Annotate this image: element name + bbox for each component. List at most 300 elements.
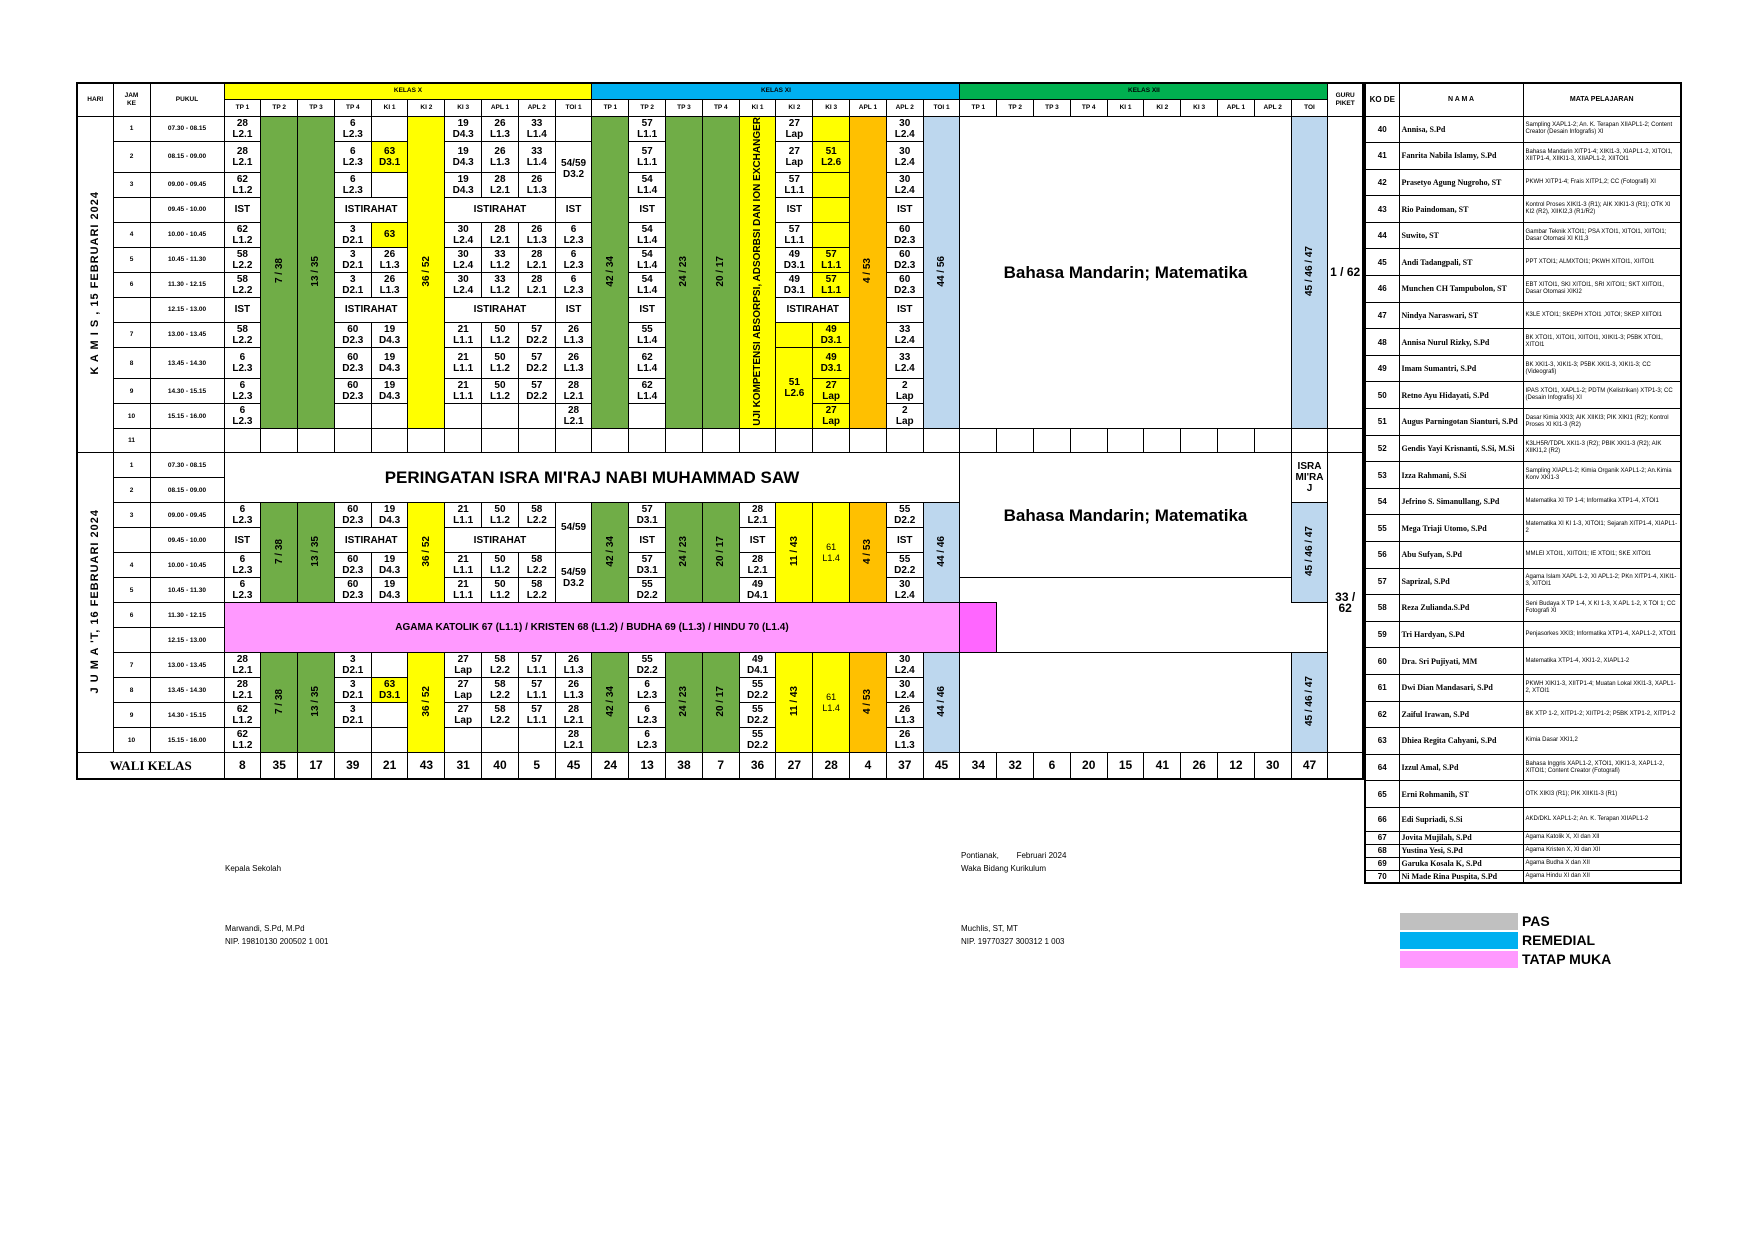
header-pukul: PUKUL — [150, 83, 224, 116]
waka-name: Muchlis, ST, MT — [961, 924, 1018, 933]
ist-cell: IST — [886, 297, 923, 322]
teacher-row — [1365, 355, 1681, 382]
teacher-row — [1365, 844, 1681, 857]
vertical-label: 36 / 52 — [420, 535, 432, 567]
teacher-nama: Reza Zulianda.S.Pd — [1399, 595, 1523, 622]
schedule-cell: 26 L1.3 — [886, 703, 923, 728]
header-col: KI 2 — [408, 99, 445, 116]
schedule-cell — [813, 197, 850, 222]
istirahat-cell: ISTIRAHAT — [334, 297, 408, 322]
teacher-row — [1365, 435, 1681, 462]
teacher-kode: 40 — [1365, 116, 1399, 143]
schedule-cell: 57 L1.1 — [518, 678, 555, 703]
schedule-cell: 50 L1.2 — [482, 578, 519, 603]
istirahat-cell: ISTIRAHAT — [334, 197, 408, 222]
teacher-kode: 70 — [1365, 870, 1399, 883]
merged-xi-tp4 — [702, 503, 739, 603]
ist-cell: IST — [224, 297, 261, 322]
legend-label-pas: PAS — [1522, 913, 1550, 929]
schedule-cell — [923, 429, 960, 453]
schedule-cell: 57 L1.1 — [776, 222, 813, 247]
schedule-cell: 27 Lap — [776, 116, 813, 141]
schedule-cell: 6 L2.3 — [334, 172, 371, 197]
schedule-cell — [482, 429, 519, 453]
schedule-cell — [776, 322, 813, 347]
teacher-kode: 69 — [1365, 857, 1399, 870]
teacher-mapel: PKWH XIKI1-3, XIITP1-4; Muatan Lokal XKI1-3, XAPL1-2, XTOI1 — [1523, 674, 1681, 701]
pukul: 07.30 - 08.15 — [150, 453, 224, 478]
teacher-kode: 55 — [1365, 515, 1399, 542]
teacher-nama: Nindya Naraswari, ST — [1399, 302, 1523, 329]
teacher-nama: Rio Paindoman, ST — [1399, 196, 1523, 223]
schedule-cell — [555, 116, 592, 141]
teacher-kode: 45 — [1365, 249, 1399, 276]
teacher-nama: Suwito, ST — [1399, 222, 1523, 249]
merged-xi-toi1 — [923, 116, 960, 429]
teacher-mapel: Agama Hindu XI dan XII — [1523, 870, 1681, 883]
schedule-cell — [445, 728, 482, 753]
schedule-cell: 28 L2.1 — [224, 116, 261, 141]
schedule-cell: 50 L1.2 — [482, 379, 519, 404]
schedule-cell: 19 D4.3 — [371, 379, 408, 404]
pukul: 12.15 - 13.00 — [150, 628, 224, 653]
pukul: 15.15 - 16.00 — [150, 728, 224, 753]
header-col: TOI 1 — [923, 99, 960, 116]
schedule-cell: 21 L1.1 — [445, 379, 482, 404]
schedule-cell: 28 L2.1 — [555, 404, 592, 429]
schedule-cell: 28 L2.1 — [739, 503, 776, 528]
schedule-cell: 26 L1.3 — [518, 172, 555, 197]
header-hari: HARI — [77, 83, 113, 116]
teacher-row — [1365, 329, 1681, 356]
schedule-cell: 62 L1.4 — [629, 347, 666, 378]
teacher-row — [1365, 648, 1681, 675]
pukul: 09.45 - 10.00 — [150, 528, 224, 553]
teacher-kode: 66 — [1365, 807, 1399, 831]
teacher-mapel: Matematika XI TP 1-4; Informatika XTP1-4, XTOI1 — [1523, 488, 1681, 515]
agama-banner: AGAMA KATOLIK 67 (L1.1) / KRISTEN 68 (L1.2) / BUDHA 69 (L1.3) / HINDU 70 (L1.4) — [224, 603, 960, 653]
teacher-kode: 63 — [1365, 728, 1399, 755]
schedule-cell: 58 L2.2 — [224, 247, 261, 272]
ist-cell: IST — [629, 197, 666, 222]
schedule-cell — [482, 404, 519, 429]
schedule-cell — [261, 429, 298, 453]
header-col: APL 1 — [482, 99, 519, 116]
header-col: APL 2 — [518, 99, 555, 116]
schedule-cell: 30 L2.4 — [886, 172, 923, 197]
wali-kelas-value: 38 — [666, 753, 703, 779]
teacher-mapel: BK XTOI1, XITOI1, XIITOI1, XIIKI1-3; P5BK XTOI1, XITOI1 — [1523, 329, 1681, 356]
teacher-mapel: Bahasa Mandarin XITP1-4; XIKI1-3, XIAPL1-2, XITOI1, XIITP1-4, XIIKI1-3, XIIAPL1-2, XIITOI1 — [1523, 143, 1681, 170]
schedule-cell — [371, 728, 408, 753]
schedule-cell: 55 D2.2 — [629, 578, 666, 603]
day-friday — [77, 453, 113, 753]
teacher-nama: Garuka Kosala K, S.Pd — [1399, 857, 1523, 870]
jam-ke: 8 — [113, 678, 150, 703]
teacher-mapel: Kimia Dasar XKI1,2 — [1523, 728, 1681, 755]
schedule-cell — [518, 429, 555, 453]
schedule-cell: 57 D2.2 — [518, 347, 555, 378]
schedule-cell: 54 L1.4 — [629, 222, 666, 247]
header-col: KI 1 — [1107, 99, 1144, 116]
merged-xi-toi1 — [923, 653, 960, 753]
wali-kelas-value: 17 — [298, 753, 335, 779]
schedule-cell: 49 D4.1 — [739, 653, 776, 678]
wali-kelas-value: 35 — [261, 753, 298, 779]
schedule-cell: 33 L2.4 — [886, 322, 923, 347]
schedule-cell — [371, 116, 408, 141]
schedule-cell: 58 L2.2 — [482, 703, 519, 728]
teacher-row — [1365, 568, 1681, 595]
header-ke-label: KE — [126, 99, 137, 107]
teacher-nama: Saprizal, S.Pd — [1399, 568, 1523, 595]
schedule-cell: 2 Lap — [886, 404, 923, 429]
schedule-cell: 6 L2.3 — [224, 503, 261, 528]
jam-ke: 6 — [113, 272, 150, 297]
teacher-kode: 60 — [1365, 648, 1399, 675]
pukul: 08.15 - 09.00 — [150, 478, 224, 503]
schedule-cell: 30 L2.4 — [445, 247, 482, 272]
schedule-cell: 28 L2.1 — [224, 678, 261, 703]
schedule-cell: 58 L2.2 — [518, 553, 555, 578]
wali-kelas-value: 30 — [1254, 753, 1291, 779]
teacher-kode: 53 — [1365, 462, 1399, 489]
vertical-label: 36 / 52 — [420, 685, 432, 717]
schedule-cell: 27 Lap — [813, 379, 850, 404]
schedule-cell: 6 L2.3 — [334, 116, 371, 141]
schedule-cell: 62 L1.2 — [224, 222, 261, 247]
ist-cell: IST — [629, 297, 666, 322]
header-col: TP 3 — [666, 99, 703, 116]
merged-xi-toi1 — [923, 503, 960, 603]
merged-xi-tp3 — [666, 503, 703, 603]
schedule-cell: 51 L2.6 — [776, 347, 813, 428]
header-col: TP 3 — [298, 99, 335, 116]
teacher-nama: Jefrino S. Simanullang, S.Pd — [1399, 488, 1523, 515]
isra-miraj-banner: PERINGATAN ISRA MI'RAJ NABI MUHAMMAD SAW — [224, 453, 960, 503]
schedule-cell: 57 D3.1 — [629, 503, 666, 528]
merged-x-tp2 — [261, 653, 298, 753]
vertical-label: 13 / 35 — [310, 255, 322, 287]
schedule-cell: 60 D2.3 — [334, 578, 371, 603]
jam-ke: 9 — [113, 703, 150, 728]
schedule-cell: 50 L1.2 — [482, 347, 519, 378]
header-piket-label: PIKET — [1335, 99, 1355, 107]
teacher-nama: Abu Sufyan, S.Pd — [1399, 542, 1523, 569]
header-jam — [113, 83, 150, 116]
merged-xii-toi — [1291, 503, 1328, 603]
schedule-cell — [850, 429, 887, 453]
teacher-row — [1365, 674, 1681, 701]
schedule-cell: 49 D4.1 — [739, 578, 776, 603]
header-col: KI 1 — [739, 99, 776, 116]
schedule-cell: 62 L1.2 — [224, 703, 261, 728]
schedule-cell: 62 L1.4 — [629, 379, 666, 404]
jam-ke: 5 — [113, 578, 150, 603]
schedule-cell — [482, 728, 519, 753]
schedule-cell: 21 L1.1 — [445, 578, 482, 603]
vertical-label: 36 / 52 — [420, 255, 432, 287]
schedule-cell: 49 D3.1 — [813, 347, 850, 378]
ist-cell: IST — [555, 297, 592, 322]
schedule-cell: 19 D4.3 — [445, 116, 482, 141]
pukul: 11.30 - 12.15 — [150, 603, 224, 628]
schedule-cell — [813, 222, 850, 247]
schedule-cell: 60 D2.3 — [886, 247, 923, 272]
teacher-kode: 44 — [1365, 222, 1399, 249]
schedule-cell: 33 L1.2 — [482, 272, 519, 297]
wali-kelas-value: 31 — [445, 753, 482, 779]
ist-cell: IST — [224, 197, 261, 222]
schedule-cell — [886, 429, 923, 453]
vertical-label: 7 / 38 — [273, 538, 285, 564]
teacher-nama: Dwi Dian Mandasari, S.Pd — [1399, 674, 1523, 701]
vertical-label: 4 / 53 — [862, 688, 874, 714]
schedule-cell — [666, 429, 703, 453]
schedule-cell: 27 Lap — [445, 653, 482, 678]
teacher-mapel: IPAS XTOI1, XAPL1-2; PDTM (Kelistrikan) XTP1-3; CC (Desain Infografis) XI — [1523, 382, 1681, 409]
teacher-mapel: Matematika XI KI 1-3, XITOI1; Sejarah XITP1-4, XIAPL1-2 — [1523, 515, 1681, 542]
teacher-mapel: K3LH5R/TDPL XKI1-3 (R2); PBIK XKI1-3 (R2); AIK XIIKI1,2 (R2) — [1523, 435, 1681, 462]
header-guru-piket — [1328, 83, 1363, 116]
wali-kelas-label: WALI KELAS — [77, 753, 224, 779]
pukul: 14.30 - 15.15 — [150, 703, 224, 728]
schedule-cell: 6 L2.3 — [224, 347, 261, 378]
merged-xi-tp4 — [702, 116, 739, 429]
schedule-cell: 33 L1.4 — [518, 116, 555, 141]
vertical-label: 45 / 46 / 47 — [1304, 676, 1315, 727]
schedule-cell: 55 D2.2 — [629, 653, 666, 678]
teacher-mapel: Agama Katolik X, XI dan XII — [1523, 831, 1681, 844]
schedule-cell: 54 L1.4 — [629, 247, 666, 272]
pukul: 08.15 - 09.00 — [150, 141, 224, 172]
teacher-nama: Jovita Mujilah, S.Pd — [1399, 831, 1523, 844]
teacher-kode: 61 — [1365, 674, 1399, 701]
schedule-cell — [371, 404, 408, 429]
teacher-mapel: MMLEI XTOI1, XIITOI1; IE XTOI1; SKE XITOI1 — [1523, 542, 1681, 569]
header-col: TP 1 — [224, 99, 261, 116]
jam-ke: 8 — [113, 347, 150, 378]
schedule-cell — [1328, 429, 1363, 453]
teacher-nama: Imam Sumantri, S.Pd — [1399, 355, 1523, 382]
jam-ke: 4 — [113, 222, 150, 247]
wali-kelas-value: 28 — [813, 753, 850, 779]
merged-xii-toi — [1291, 116, 1328, 429]
schedule-cell — [776, 429, 813, 453]
schedule-table — [76, 82, 1364, 780]
merged-xi-tp1 — [592, 653, 629, 753]
schedule-cell: 6 L2.3 — [334, 141, 371, 172]
jam-ke — [113, 297, 150, 322]
schedule-cell: 60 D2.3 — [334, 553, 371, 578]
teacher-header-kode: KO DE — [1365, 83, 1399, 116]
pukul: 10.00 - 10.45 — [150, 553, 224, 578]
teacher-mapel: Agama Budha X dan XII — [1523, 857, 1681, 870]
pukul: 11.30 - 12.15 — [150, 272, 224, 297]
merged-xi-tp1 — [592, 503, 629, 603]
schedule-cell: 57 L1.1 — [813, 247, 850, 272]
merged-xi-ki3 — [813, 653, 850, 753]
pukul: 13.45 - 14.30 — [150, 347, 224, 378]
teacher-row — [1365, 116, 1681, 143]
teacher-nama: Annisa Nurul Rizky, S.Pd — [1399, 329, 1523, 356]
teacher-row — [1365, 276, 1681, 303]
jam-ke: 7 — [113, 322, 150, 347]
schedule-cell — [813, 116, 850, 141]
jam-ke: 7 — [113, 653, 150, 678]
schedule-cell — [334, 728, 371, 753]
pukul: 14.30 - 15.15 — [150, 379, 224, 404]
ist-cell: IST — [776, 197, 813, 222]
merged-xi-apl1 — [850, 653, 887, 753]
xi-ki3-text: 61 L1.4 — [822, 541, 840, 563]
merged-x-tp2 — [261, 503, 298, 603]
merged-xi-tp3 — [666, 653, 703, 753]
teacher-row — [1365, 595, 1681, 622]
schedule-cell: 28 L2.1 — [555, 379, 592, 404]
schedule-cell: 58 L2.2 — [224, 322, 261, 347]
teacher-kode: 52 — [1365, 435, 1399, 462]
teacher-row — [1365, 382, 1681, 409]
merged-x-tp3 — [298, 116, 335, 429]
schedule-cell: 30 L2.4 — [886, 578, 923, 603]
teacher-nama: Munchen CH Tampubolon, ST — [1399, 276, 1523, 303]
vertical-label: 13 / 35 — [310, 685, 322, 717]
schedule-cell: 57 D2.2 — [518, 322, 555, 347]
teacher-row — [1365, 870, 1681, 883]
teacher-row — [1365, 143, 1681, 170]
schedule-cell: 27 Lap — [445, 703, 482, 728]
merged-xii-toi — [1291, 653, 1328, 753]
schedule-cell — [702, 429, 739, 453]
schedule-cell: 55 L1.4 — [629, 322, 666, 347]
teacher-row — [1365, 488, 1681, 515]
jam-ke: 5 — [113, 247, 150, 272]
vertical-label: 13 / 35 — [310, 535, 322, 567]
schedule-cell: 28 L2.1 — [518, 247, 555, 272]
schedule-cell: 60 D2.3 — [334, 503, 371, 528]
teacher-mapel: OTK XIKI3 (R1); PIK XIIKI1-3 (R1) — [1523, 781, 1681, 808]
schedule-cell — [1107, 429, 1144, 453]
xi-ki3-text: 61 L1.4 — [822, 691, 840, 713]
wali-kelas-value: 40 — [482, 753, 519, 779]
header-col: KI 3 — [813, 99, 850, 116]
vertical-label: 4 / 53 — [862, 538, 874, 564]
ist-cell: IST — [629, 528, 666, 553]
teacher-kode: 67 — [1365, 831, 1399, 844]
schedule-cell — [371, 172, 408, 197]
teacher-mapel: EBT XITOI1, SKI XITOI1, SRI XITOI1; SKT XIITOI1, Dasar Otomasi XIKI2 — [1523, 276, 1681, 303]
schedule-cell: 60 D2.3 — [334, 347, 371, 378]
vertical-label: 4 / 53 — [862, 258, 874, 284]
merged-xi-ki3 — [813, 503, 850, 603]
jam-ke — [113, 628, 150, 653]
teacher-kode: 65 — [1365, 781, 1399, 808]
teacher-row — [1365, 754, 1681, 781]
merged-xi-tp1 — [592, 116, 629, 429]
schedule-cell: 33 L2.4 — [886, 347, 923, 378]
teacher-mapel: BK XKI1-3, XIKI1-3; P5BK XKI1-3, XIKI1-3; CC (Videografi) — [1523, 355, 1681, 382]
header-col: TP 1 — [960, 99, 997, 116]
wali-kelas-value: 32 — [997, 753, 1034, 779]
schedule-cell: 26 L1.3 — [371, 247, 408, 272]
ist-cell: IST — [886, 197, 923, 222]
schedule-cell — [1034, 429, 1071, 453]
schedule-cell — [445, 404, 482, 429]
vertical-label: K A M I S , 15 FEBRUARI 2024 — [88, 191, 101, 375]
pukul: 09.00 - 09.45 — [150, 172, 224, 197]
wali-kelas-value: 45 — [923, 753, 960, 779]
teacher-row — [1365, 831, 1681, 844]
vertical-label: 11 / 43 — [788, 686, 800, 717]
schedule-cell — [224, 429, 261, 453]
jam-ke: 1 — [113, 453, 150, 478]
header-kelas-xi: KELAS XI — [592, 83, 960, 99]
pukul: 09.45 - 10.00 — [150, 197, 224, 222]
schedule-cell: 19 D4.3 — [371, 322, 408, 347]
teacher-mapel: BK XTP 1-2, XITP1-2; XIITP1-2; P5BK XTP1-2, XITP1-2 — [1523, 701, 1681, 728]
teacher-nama: Edi Supriadi, S.Si — [1399, 807, 1523, 831]
vertical-label: UJI KOMPETENSI ABSORPSI, ADSORBSI DAN ION EXCHANGER — [752, 116, 764, 426]
schedule-cell: 2 Lap — [886, 379, 923, 404]
schedule-cell: 6 L2.3 — [224, 379, 261, 404]
teacher-mapel: Agama Islam XAPL 1-2, XI APL1-2; PKn XITP1-4, XIKI1-3, XITOI1 — [1523, 568, 1681, 595]
wali-kelas-value: 47 — [1291, 753, 1328, 779]
wali-kelas-value: 24 — [592, 753, 629, 779]
merged-xi-tp3 — [666, 116, 703, 429]
teacher-mapel: Dasar Kimia XKI3; AIK XIIKI3; PIK XIKI1 (R2); Kontrol Proses XI KI1-3 (R2) — [1523, 409, 1681, 436]
teacher-nama: Gendis Yayi Krisnanti, S.Si, M.Si — [1399, 435, 1523, 462]
teacher-header-nama: N A M A — [1399, 83, 1523, 116]
schedule-cell: 3 D2.1 — [334, 247, 371, 272]
teacher-row — [1365, 515, 1681, 542]
merged-xi-ki2 — [776, 653, 813, 753]
teacher-nama: Mega Triaji Utomo, S.Pd — [1399, 515, 1523, 542]
day-thursday — [77, 116, 113, 453]
schedule-cell — [334, 429, 371, 453]
schedule-cell: 63 D3.1 — [371, 678, 408, 703]
vertical-label: 24 / 23 — [678, 535, 690, 567]
teacher-kode: 64 — [1365, 754, 1399, 781]
header-col: TP 2 — [261, 99, 298, 116]
schedule-cell: 19 D4.3 — [445, 141, 482, 172]
teacher-nama: Yustina Yesi, S.Pd — [1399, 844, 1523, 857]
uji-kompetensi — [739, 116, 776, 429]
schedule-cell: 54/59 — [555, 503, 592, 553]
schedule-cell: 6 L2.3 — [629, 728, 666, 753]
schedule-cell: 54/59 D3.2 — [555, 553, 592, 603]
schedule-cell: 28 L2.1 — [555, 728, 592, 753]
piket-friday: 33 / 62 — [1328, 453, 1363, 753]
pukul: 09.00 - 09.45 — [150, 503, 224, 528]
schedule-cell: 6 L2.3 — [555, 247, 592, 272]
legend-label-tatap-muka: TATAP MUKA — [1522, 951, 1612, 967]
wali-kelas-value: 39 — [334, 753, 371, 779]
schedule-cell: 3 D2.1 — [334, 272, 371, 297]
teacher-mapel: Bahasa Inggris XAPL1-2, XTOI1, XIKI1-3, XAPL1-2, XITOI1; Content Creator (Fotografi) — [1523, 754, 1681, 781]
header-col: KI 2 — [776, 99, 813, 116]
teacher-nama: Retno Ayu Hidayati, S.Pd — [1399, 382, 1523, 409]
header-col: TP 3 — [1034, 99, 1071, 116]
schedule-cell — [408, 429, 445, 453]
header-col: TP 1 — [592, 99, 629, 116]
mandarin-friday: Bahasa Mandarin; Matematika — [960, 453, 1291, 578]
header-col: APL 1 — [850, 99, 887, 116]
schedule-cell: 58 L2.2 — [482, 678, 519, 703]
schedule-cell — [813, 172, 850, 197]
schedule-cell: 27 Lap — [813, 404, 850, 429]
teacher-row — [1365, 169, 1681, 196]
